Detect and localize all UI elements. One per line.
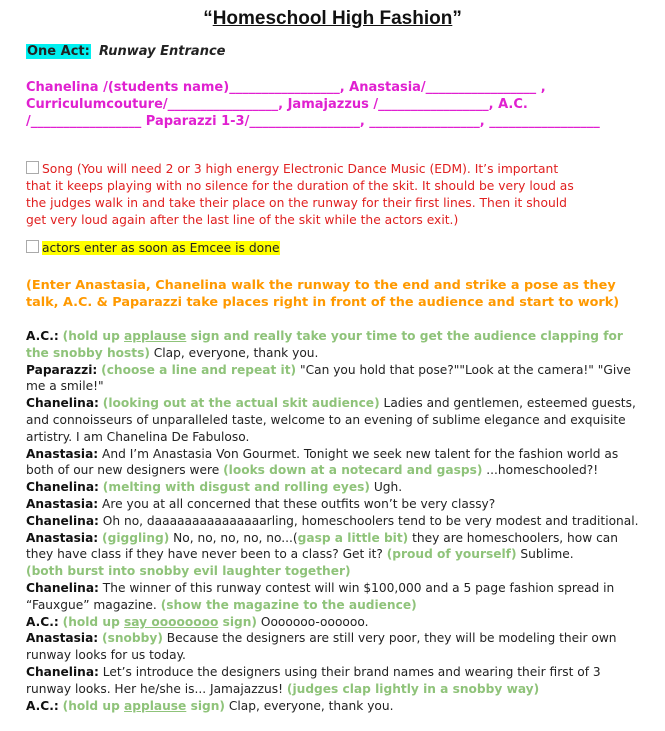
title-open-quote: “ <box>203 8 213 29</box>
actors-note-text: actors enter as soon as Emcee is done <box>42 241 280 255</box>
stage-cue: sign) <box>186 698 225 713</box>
script-line <box>26 328 646 362</box>
dialogue-text: Because the designers are still very poor, they will be modeling their own runway looks for us today. <box>26 631 617 663</box>
dialogue-text: Ugh. <box>369 480 403 495</box>
sign-cue: applause <box>124 698 187 713</box>
dialogue-text: Ladies and gentlemen, esteemed guests, and connoisseurs of unparalleled taste, welcome to an evening of sublime elegance and exquisite artistry. I am Chanelina De Fabuloso. <box>26 396 636 444</box>
stage-cue: (proud of yourself) <box>386 547 517 562</box>
speaker-name: A.C.: <box>26 614 59 629</box>
stage-cue: (hold up <box>62 614 125 629</box>
dialogue-text: Clap, everyone, thank you. <box>224 698 394 713</box>
script-line <box>26 563 646 580</box>
speaker-name: Chanelina: <box>26 580 99 595</box>
dialogue-text: "Can you hold that pose?""Look at the camera!" "Give me a smile!" <box>26 362 631 394</box>
script-line <box>26 496 646 513</box>
speaker-name: Anastasia: <box>26 496 99 511</box>
stage-cue: (hold up <box>62 329 125 343</box>
speaker-name: Anastasia: <box>26 530 99 545</box>
stage-cue: (choose a line and repeat it) <box>101 362 297 377</box>
dialogue-text: No, no, no, no, no...( <box>169 530 298 545</box>
script-body <box>26 328 646 714</box>
dialogue-text: Clap, everyone, thank you. <box>149 345 319 360</box>
song-note <box>26 161 586 229</box>
script-line <box>26 630 646 664</box>
speaker-name: Chanelina: <box>26 513 99 528</box>
speaker-name: Anastasia: <box>26 446 99 461</box>
script-line <box>26 446 646 480</box>
title-close-quote: ” <box>452 8 462 29</box>
dialogue-text: And I’m Anastasia Von Gourmet. Tonight we seek new talent for the fashion world as both of our new designers were <box>26 446 619 478</box>
dialogue-text: Sublime. <box>516 547 574 562</box>
title-text: Homeschool High Fashion <box>212 8 453 29</box>
stage-cue: (judges clap lightly in a snobby way) <box>286 681 540 696</box>
dialogue-text: The winner of this runway contest will win $100,000 and a 5 page fashion spread in “Fauxgue” magazine. <box>26 580 615 612</box>
speaker-name: Paparazzi: <box>26 362 98 377</box>
script-line <box>26 362 646 396</box>
actors-note <box>26 240 280 257</box>
cast-list: Chanelina /(students name)_________________, Anastasia/_________________ , Curriculumcouture/_________________, Jamajazzus /_________________, A.C. /_________________ Paparazzi 1-3/_________________, _________________, _________________ <box>26 80 600 129</box>
script-line <box>26 479 646 496</box>
script-line <box>26 614 646 631</box>
stage-cue: (hold up <box>62 698 125 713</box>
dialogue-text: Ooooooo-oooooo. <box>256 614 369 629</box>
stage-cue: (looking out at the actual skit audience) <box>102 396 380 411</box>
dialogue-text: Let’s introduce the designers using their brand names and wearing their first of 3 runway looks. Her he/she is... Jamajazzus! <box>26 664 601 696</box>
dialogue-text: ...homeschooled?! <box>482 463 599 478</box>
stage-cue: (show the magazine to the audience) <box>160 597 417 612</box>
speaker-name: Chanelina: <box>26 664 99 679</box>
script-line <box>26 513 646 530</box>
stage-cue: gasp a little bit) <box>297 530 409 545</box>
speaker-name: A.C.: <box>26 329 59 343</box>
script-line <box>26 664 646 698</box>
speaker-name: Anastasia: <box>26 631 99 646</box>
document-title <box>0 8 665 30</box>
song-checkbox[interactable] <box>26 161 39 174</box>
speaker-name: A.C.: <box>26 698 59 713</box>
song-note-text: Song (You will need 2 or 3 high energy Electronic Dance Music (EDM). It’s important that it keeps playing with no silence for the duration of the skit. It should be very loud as the judges walk in and take their place on the runway for their first lines. Then it should get very loud again after the last line of the skit while the actors exit.) <box>26 162 574 227</box>
act-name: Runway Entrance <box>98 44 226 59</box>
actors-checkbox[interactable] <box>26 240 39 253</box>
stage-cue: (melting with disgust and rolling eyes) <box>102 480 370 495</box>
stage-cue: sign) <box>218 614 257 629</box>
dialogue-text: Are you at all concerned that these outfits won’t be very classy? <box>98 496 496 511</box>
script-line <box>26 698 646 715</box>
stage-direction: (Enter Anastasia, Chanelina walk the runway to the end and strike a pose as they talk, A.C. & Paparazzi take places right in front of the audience and start to work) <box>26 278 620 310</box>
stage-cue: (both burst into snobby evil laughter together) <box>26 564 351 579</box>
act-heading <box>26 44 226 59</box>
dialogue-text: they are homeschoolers, how can they have class if they have never been to a class? Get it? <box>26 530 618 562</box>
stage-cue: sign and really take your time to get the audience clapping for the snobby hosts) <box>26 329 623 360</box>
script-line <box>26 530 646 564</box>
sign-cue: applause <box>124 329 187 343</box>
script-line <box>26 395 646 445</box>
act-label: One Act: <box>27 44 90 59</box>
stage-cue: (giggling) <box>102 530 170 545</box>
sign-cue: say oooooooo <box>124 614 219 629</box>
speaker-name: Chanelina: <box>26 396 99 411</box>
stage-cue: (looks down at a notecard and gasps) <box>223 463 483 478</box>
script-line <box>26 580 646 614</box>
stage-cue: (snobby) <box>102 631 163 646</box>
speaker-name: Chanelina: <box>26 480 99 495</box>
dialogue-text: Oh no, daaaaaaaaaaaaaaarling, homeschoolers tend to be very modest and traditional. <box>98 513 639 528</box>
